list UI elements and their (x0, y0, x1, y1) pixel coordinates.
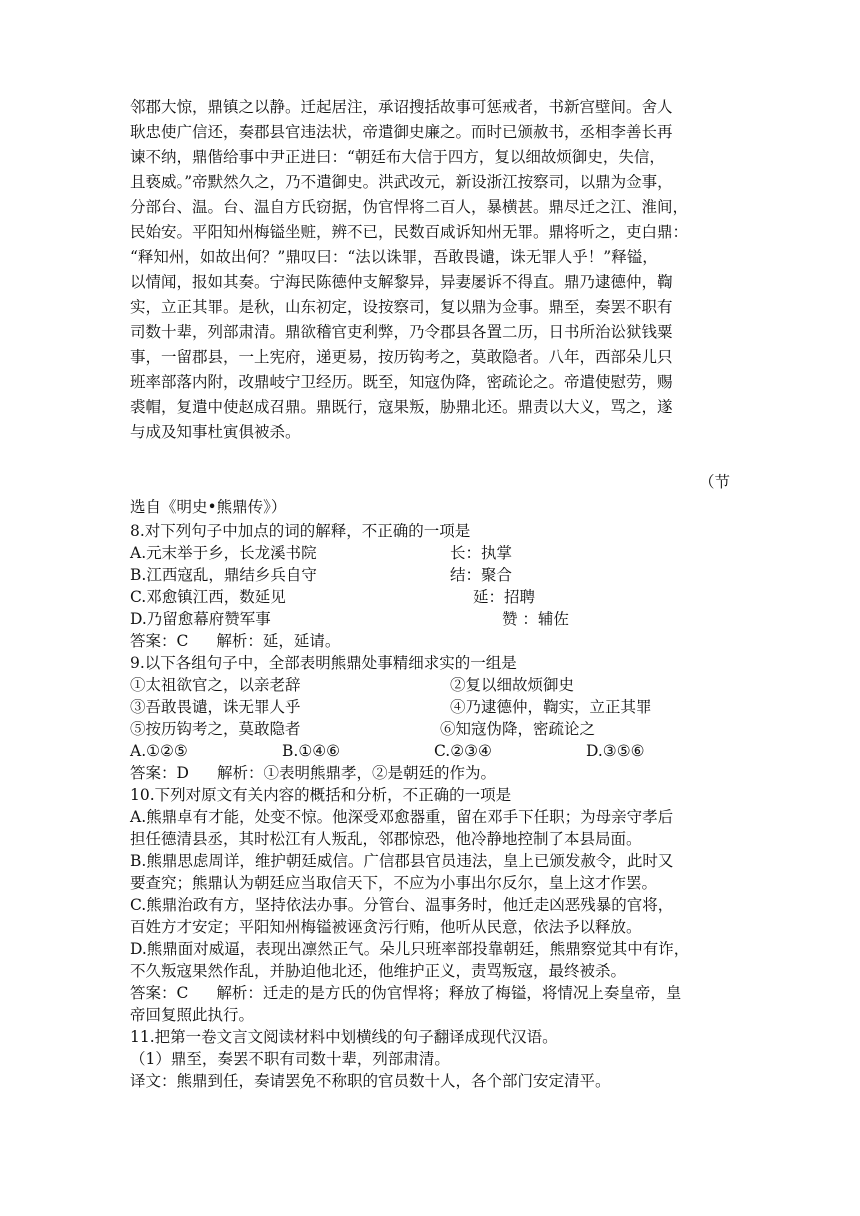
option-b-line: B.熊鼎思虑周详，维护朝廷威信。广信郡县官员违法，皇上已颁发赦令，此时又 (130, 852, 674, 870)
translation: 译文：熊鼎到任，奏请罢免不称职的官员数十人，各个部门安定清平。 (130, 1072, 611, 1090)
passage-line: 以情闻，报如其奏。宁海民陈德仲支解黎异，异妻屡诉不得直。鼎乃逮德仲，鞫 (130, 273, 673, 291)
choice-c: C.②③④ (434, 742, 492, 760)
question-stem: 11.把第一卷文言文阅读材料中划横线的句子翻译成现代汉语。 (130, 1028, 558, 1046)
question-10 (130, 784, 730, 1026)
passage-line: 且亵威。”帝默然久之，乃不遣御史。洪武改元，新设浙江按察司，以鼎为佥事， (130, 173, 673, 191)
item-row (130, 696, 730, 718)
passage-line: 事，一留郡县，一上宪府，递更易，按历钩考之，莫敢隐者。八年，西部朵儿只 (130, 348, 673, 366)
question-stem: 10.下列对原文有关内容的概括和分析，不正确的一项是 (130, 786, 512, 804)
option-c-line: 百姓方才安定；平阳知州梅镒被诬贪污行贿，他听从民意，依法予以释放。 (130, 918, 642, 936)
answer: 答案：C (130, 632, 189, 650)
passage (130, 95, 730, 445)
document-page (130, 95, 730, 1092)
item-row (130, 718, 730, 740)
option-gloss: 延：招聘 (473, 588, 536, 606)
source-citation-end: 选自《明史•熊鼎传》） (130, 498, 287, 516)
passage-line: 与成及知事杜寅俱被杀。 (130, 423, 301, 441)
passage-line: 谏不纳，鼎偕给事中尹正进曰：“朝廷布大信于四方，复以细故烦御史，失信， (130, 148, 665, 166)
question-stem: 9.以下各组句子中，全部表明熊鼎处事精细求实的一组是 (130, 654, 517, 672)
question-8 (130, 520, 730, 652)
passage-line: 民始安。平阳知州梅镒坐赃，辨不已，民数百咸诉知州无罪。鼎将听之，吏白鼎： (130, 223, 689, 241)
analysis-continued: 帝回复照此执行。 (130, 1006, 255, 1024)
option-c (130, 586, 730, 608)
option-c-line: C.熊鼎治政有方，坚持依法办事。分管台、温事务时，他迁走凶恶残暴的官将， (130, 896, 674, 914)
option-text: A.元末举于乡，长龙溪书院 (130, 544, 317, 562)
passage-line: 实，立正其罪。是秋，山东初定，设按察司，复以鼎为佥事。鼎至，奏罢不职有 (130, 298, 673, 316)
option-text: D.乃留愈幕府赞军事 (130, 610, 271, 628)
choice-row (130, 740, 730, 762)
option-gloss: 赞 ：辅佐 (502, 610, 569, 628)
answer-line (130, 982, 730, 1004)
analysis: 解析：延，延请。 (216, 632, 341, 650)
sub-question-1: （1）鼎至，奏罢不职有司数十辈，列部肃清。 (130, 1050, 450, 1068)
analysis: 解析：迁走的是方氏的伪官悍将；释放了梅镒，将情况上奏皇帝，皇 (216, 984, 682, 1002)
option-a (130, 542, 730, 564)
choice-a: A.①②⑤ (130, 742, 188, 760)
question-11 (130, 1026, 730, 1092)
item: ④乃逮德仲，鞫实，立正其罪 (450, 698, 652, 716)
item: ⑤按历钩考之，莫敢隐者 (130, 720, 301, 738)
option-text: B.江西寇乱，鼎结乡兵自守 (130, 566, 317, 584)
option-gloss: 长：执掌 (450, 544, 513, 562)
answer-line (130, 762, 730, 784)
passage-line: 司数十辈，列部肃清。鼎欲稽官吏利弊，乃令郡县各置二历，日书所治讼狱钱粟 (130, 323, 673, 341)
passage-line: 班率部落内附，改鼎岐宁卫经历。既至，知寇伪降，密疏论之。帝遣使慰劳，赐 (130, 373, 673, 391)
passage-line: 邻郡大惊，鼎镇之以静。迁起居注，承诏搜括故事可惩戒者，书新宫壁间。舍人 (130, 98, 673, 116)
option-b-line: 要查究；熊鼎认为朝廷应当取信天下，不应为小事出尔反尔，皇上这才作罢。 (130, 874, 658, 892)
passage-line: 裘帽，复遣中使赵成召鼎。鼎既行，寇果叛，胁鼎北还。鼎责以大义，骂之，遂 (130, 398, 673, 416)
passage-line: 分部台、温。台、温自方氏窃据，伪官悍将二百人，暴横甚。鼎尽迁之江、淮间， (130, 198, 689, 216)
item: ①太祖欲官之，以亲老辞 (130, 676, 301, 694)
option-d-line: 不久叛寇果然作乱，并胁迫他北还，他维护正义，责骂叛寇，最终被杀。 (130, 962, 627, 980)
item: ③吾敢畏谴，诛无罪人乎 (130, 698, 301, 716)
answer-line (130, 630, 730, 652)
item: ②复以细故烦御史 (450, 676, 575, 694)
choice-d: D.③⑤⑥ (586, 742, 645, 760)
analysis: 解析：①表明熊鼎孝，②是朝廷的作为。 (216, 764, 496, 782)
option-gloss: 结：聚合 (450, 566, 513, 584)
option-d-line: D.熊鼎面对威逼，表现出凛然正气。朵儿只班率部投靠朝廷，熊鼎察觉其中有诈， (130, 940, 690, 958)
option-text: C.邓愈镇江西，数延见 (130, 588, 286, 606)
answer: 答案：C (130, 984, 189, 1002)
item: ⑥知寇伪降，密疏论之 (440, 720, 596, 738)
passage-line: “释知州，如故出何？”鼎叹曰：“法以诛罪，吾敢畏谴，诛无罪人乎！”释镒， (130, 248, 658, 266)
answer: 答案：D (130, 764, 189, 782)
option-b (130, 564, 730, 586)
question-stem: 8.对下列句子中加点的词的解释，不正确的一项是 (130, 522, 471, 540)
item-row (130, 674, 730, 696)
passage-line: 耿忠使广信还，奏郡县官违法状，帝遣御史廉之。而时已颁赦书，丞相李善长再 (130, 123, 673, 141)
option-a-line: 担任德清县丞，其时松江有人叛乱，邻郡惊恐，他冷静地控制了本县局面。 (130, 830, 642, 848)
option-d (130, 608, 730, 630)
choice-b: B.①④⑥ (282, 742, 341, 760)
source-citation-start: （节 (698, 473, 730, 491)
option-a-line: A.熊鼎卓有才能，处变不惊。他深受邓愈器重，留在邓手下任职；为母亲守孝后 (130, 808, 674, 826)
question-9 (130, 652, 730, 784)
